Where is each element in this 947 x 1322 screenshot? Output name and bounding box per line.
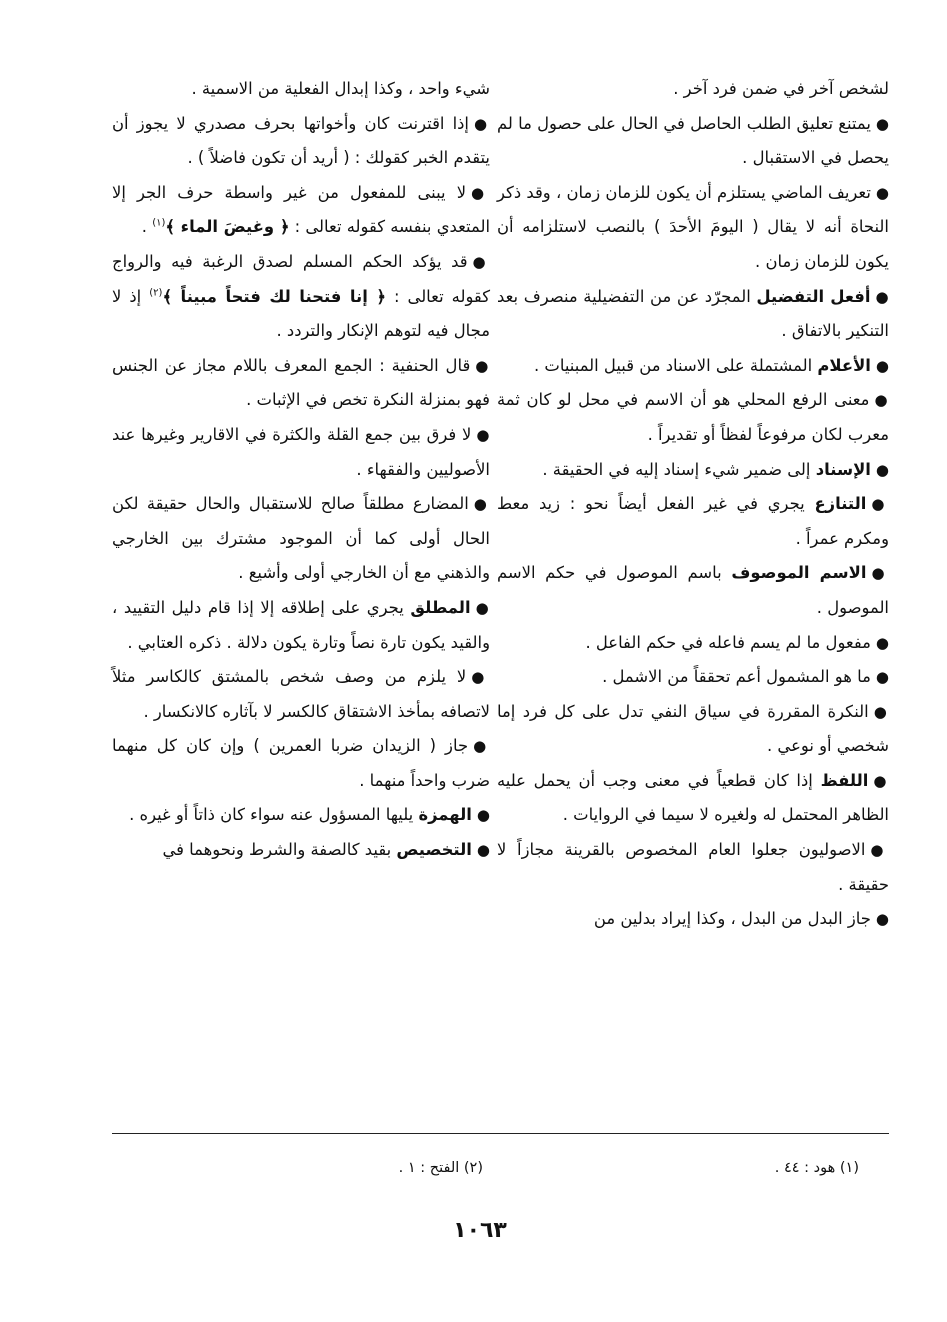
entry-paragraph [497, 833, 889, 902]
entry-tail: إذ لا مجال فيه لتوهم الإنكار والتردد . [112, 286, 490, 341]
bullet-icon: ● [873, 771, 889, 790]
entry-text: لا يبنى للمفعول من غير واسطة حرف الجر إلا المتعدي بنفسه كقوله تعالى : [112, 182, 490, 237]
bullet-icon: ● [875, 910, 889, 929]
entry-term: التخصيص [396, 840, 472, 860]
entry-term: الاسم الموصوف [731, 563, 867, 583]
entry-paragraph [112, 487, 490, 591]
page-number: ١٠٦٣ [453, 1218, 507, 1243]
footnote-1: (١) هود : ٤٤ . [774, 1160, 859, 1176]
entry-text: إلى ضمير شيء إسناد إليه في الحقيقة . [542, 459, 811, 479]
entry-tail: . [141, 217, 153, 237]
entry-text: يجري على إطلاقه إلا إذا قام دليل التقييد ، والقيد يكون تارة نصاً وتارة يكون دلالة . ذكره العتابي . [112, 597, 490, 652]
footnote-ref: (٢) [149, 287, 163, 299]
left-column [112, 72, 490, 1112]
entry-text: جاز ( الزيدان ضربا العمرين ) وإن كان كل منهما ضرب واحداً منهما . [112, 736, 490, 790]
entry-paragraph [112, 107, 490, 176]
bullet-icon: ● [476, 806, 490, 825]
bullet-icon: ● [875, 287, 890, 306]
entry-term: الأعلام [817, 355, 871, 375]
entry-paragraph [112, 591, 490, 660]
bullet-icon: ● [471, 668, 490, 687]
bullet-icon: ● [875, 668, 889, 687]
entry-text: لشخص آخر في ضمن فرد آخر . [673, 79, 889, 98]
entry-text: إذا كان قطعياً في معنى وجب أن يحمل عليه الظاهر المحتمل له ولغيره لا سيما في الروايات . [497, 770, 889, 825]
entry-paragraph [497, 349, 889, 384]
entry-text: النكرة المقررة في سياق النفي تدل على كل فرد إما شخصي أو نوعي . [497, 701, 889, 756]
footnote-ref: (١) [152, 217, 166, 229]
entry-text: المشتملة على الاسناد من قبيل المبنيات . [534, 355, 813, 375]
entry-term: المطلق [410, 597, 471, 617]
entry-term: التنازع [814, 494, 867, 514]
bullet-icon: ● [873, 702, 889, 721]
entry-text: بقيد كالصفة والشرط ونحوهما في [162, 840, 392, 860]
entry-paragraph [497, 107, 889, 176]
entry-paragraph [112, 176, 490, 245]
entry-paragraph [497, 556, 889, 625]
bullet-icon: ● [472, 252, 491, 271]
entry-text: شيء واحد ، وكذا إبدال الفعلية من الاسمية . [191, 79, 490, 98]
bullet-icon: ● [875, 633, 889, 652]
entry-paragraph [112, 729, 490, 798]
entry-term: الإسناد [815, 459, 871, 479]
entry-paragraph [497, 660, 889, 695]
footnote-divider [112, 1133, 889, 1134]
entry-paragraph [497, 764, 889, 833]
entry-paragraph [112, 349, 490, 418]
entry-paragraph [497, 487, 889, 556]
entry-paragraph [497, 695, 889, 764]
entry-paragraph [497, 383, 889, 452]
entry-text: المضارع مطلقاً صالح للاستقبال والحال حقيقة لكن الحال أولى كما أن الموجود مشترك بين الخارجي والذهني مع أن الخارجي أولى وأشيع . [112, 494, 490, 583]
entry-paragraph [497, 453, 889, 488]
bullet-icon: ● [871, 564, 889, 583]
entry-text: قد يؤكد الحكم المسلم لصدق الرغبة فيه والرواج كقوله تعالى : [112, 251, 491, 306]
entry-text: تعريف الماضي يستلزم أن يكون للزمان زمان ، وقد ذكر النحاة أنه لا يقال ( اليومَ الأحدَ ) بالنصب لاستلزامه أن يكون للزمان زمان . [497, 182, 889, 271]
bullet-icon: ● [875, 356, 889, 375]
footnote-2: (٢) الفتح : ١ . [398, 1160, 483, 1176]
bullet-icon: ● [875, 114, 889, 133]
entry-term: الهمزة [418, 805, 472, 825]
bullet-icon: ● [475, 356, 490, 375]
bullet-icon: ● [875, 460, 889, 479]
entry-text: معنى الرفع المحلي هو أن الاسم في محل لو كان ثمة معرب لكان مرفوعاً لفظاً أو تقديراً . [497, 390, 889, 444]
entry-paragraph [112, 660, 490, 729]
entry-text: يمتنع تعليق الطلب الحاصل في الحال على حصول ما لم يحصل في الاستقبال . [497, 113, 889, 168]
bullet-icon: ● [473, 737, 490, 756]
entry-text: لا يلزم من وصف شخص بالمشتق كالكاسر مثلاً لاتصافه بمأخذ الاشتقاق كالكسر لا بآثاره كالانكسار . [112, 667, 490, 721]
entry-text: لا فرق بين جمع القلة والكثرة في الاقارير وغيرها عند الأصوليين والفقهاء . [112, 424, 490, 479]
entry-paragraph [112, 798, 490, 833]
bullet-icon: ● [473, 495, 490, 514]
entry-term: اللفظ [820, 770, 869, 790]
entry-text: مفعول ما لم يسم فاعله في حكم الفاعل . [585, 632, 871, 652]
quran-quote: ﴿ إنا فتحنا لك فتحاً مبيناً ﴾ [162, 286, 386, 306]
entry-paragraph [497, 280, 889, 349]
entry-paragraph [497, 72, 889, 107]
entry-paragraph [497, 902, 889, 937]
footnotes [112, 1160, 889, 1184]
entry-paragraph [497, 626, 889, 661]
entry-text: المجرّد عن من التفضيلية منصرف بعد التنكير بالاتفاق . [497, 286, 889, 341]
bullet-icon: ● [475, 598, 491, 617]
bullet-icon: ● [476, 425, 490, 444]
bullet-icon: ● [874, 391, 889, 410]
entry-text: قال الحنفية : الجمع المعرف باللام مجاز عن الجنس فهو بمنزلة النكرة تخص في الإثبات . [112, 355, 490, 410]
entry-text: ما هو المشمول أعم تحققاً من الاشمل . [602, 667, 871, 687]
bullet-icon: ● [870, 841, 889, 860]
entry-text: يليها المسؤول عنه سواء كان ذاتاً أو غيره . [129, 805, 414, 825]
bullet-icon: ● [471, 183, 491, 202]
entry-text: يجري في غير الفعل أيضاً نحو : زيد معط ومكرم عمراً . [497, 494, 889, 548]
bullet-icon: ● [476, 841, 490, 860]
entry-paragraph [112, 72, 490, 107]
right-column [497, 72, 889, 1112]
entry-text: إذا اقترنت كان وأخواتها بحرف مصدري لا يجوز أن يتقدم الخبر كقولك : ( أريد أن تكون فاضلاً ) . [112, 113, 490, 168]
quran-quote: ﴿ وغيضَ الماء ﴾ [165, 217, 290, 237]
entry-paragraph [497, 176, 889, 280]
bullet-icon: ● [875, 183, 889, 202]
bullet-icon: ● [474, 114, 491, 133]
entry-paragraph [112, 418, 490, 487]
entry-paragraph [112, 245, 490, 349]
entry-text: الاصوليون جعلوا العام المخصوص بالقرينة مجازاً لا حقيقة . [497, 840, 889, 894]
entry-text: جاز البدل من البدل ، وكذا إيراد بدلين من [593, 909, 871, 929]
entry-term: أفعل التفضيل [756, 286, 871, 306]
bullet-icon: ● [871, 495, 889, 514]
entry-text: باسم الموصول في حكم الاسم الموصول . [497, 563, 889, 617]
entry-paragraph [112, 833, 490, 868]
